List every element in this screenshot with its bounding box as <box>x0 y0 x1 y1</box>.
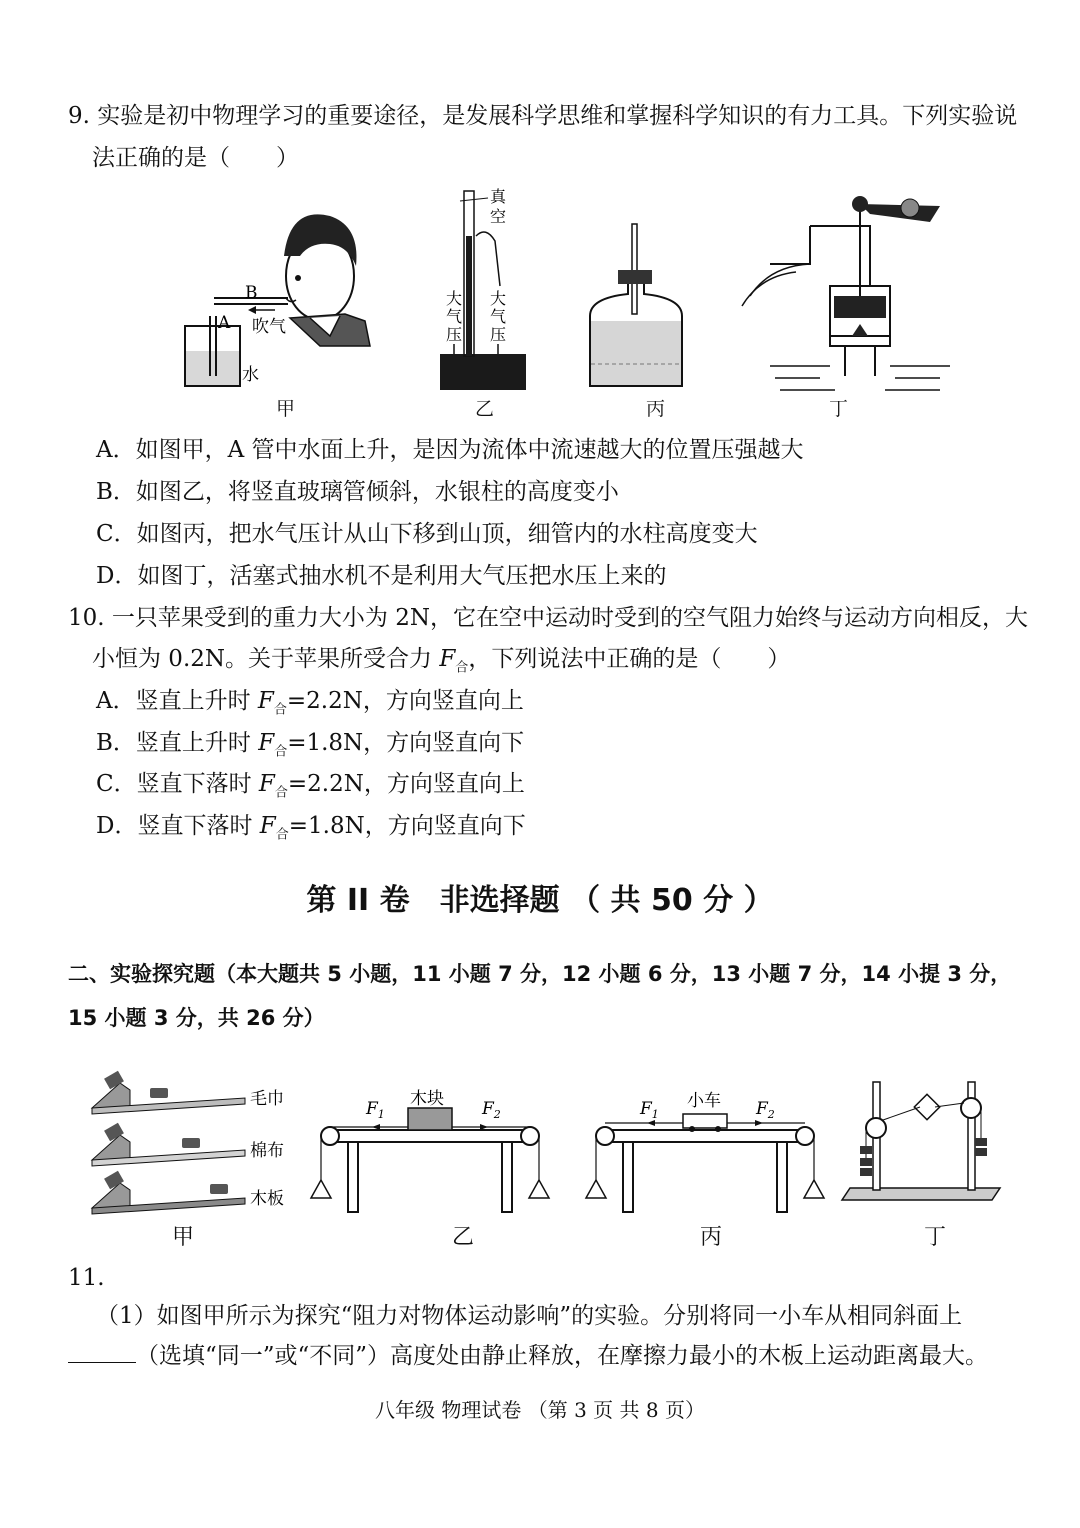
q9-stem-line1: 9. 实验是初中物理学习的重要途径，是发展科学思维和掌握科学知识的有力工具。下列实验说 <box>68 103 1018 129</box>
q11-caption-jia: 甲 <box>172 1225 195 1250</box>
label-atm-right-1: 大 <box>490 289 507 308</box>
fig-ding-pump <box>742 196 950 390</box>
q10-option-a: A．竖直上升时 $F_合=2.2N$，方向竖直向上 <box>96 688 524 718</box>
q9-caption-yi: 乙 <box>475 398 495 420</box>
q11-part1-line2: （选填“同一”或“不同”）高度处由静止释放，在摩擦力最小的木板上运动距离最大。 <box>68 1340 988 1372</box>
q9-caption-bing: 丙 <box>646 398 666 420</box>
q10-option-b: B．竖直上升时 $F_合=1.8N$，方向竖直向下 <box>96 730 525 760</box>
bing-f2-label: $F_2$ <box>756 1099 775 1121</box>
q10-option-d: D．竖直下落时 $F_合=1.8N$，方向竖直向下 <box>96 813 526 843</box>
fig2-bing-cart <box>586 1091 824 1212</box>
q11-caption-ding: 丁 <box>924 1225 947 1250</box>
yi-f2-label: $F_2$ <box>482 1099 501 1121</box>
section2-title: 第 II 卷 非选择题 （ 共 50 分 ） <box>306 883 774 918</box>
bing-f1-label: $F_1$ <box>640 1099 659 1121</box>
cart-label: 小车 <box>687 1091 721 1111</box>
label-water: 水 <box>242 365 259 385</box>
q9-option-a: A．如图甲，A 管中水面上升，是因为流体中流速越大的位置压强越大 <box>96 437 804 463</box>
label-vacuum-2: 空 <box>490 207 507 226</box>
label-b: B <box>245 283 258 303</box>
label-atm-left-1: 大 <box>446 289 463 308</box>
q10-stem-line2: 小恒为 0.2N。关于苹果所受合力 $F_合$，下列说法中正确的是（ ） <box>92 646 791 676</box>
q9-caption-jia: 甲 <box>276 398 296 420</box>
surface-cotton: 棉布 <box>250 1141 284 1161</box>
q9-option-b: B．如图乙，将竖直玻璃管倾斜，水银柱的高度变小 <box>96 479 619 505</box>
q9-caption-ding: 丁 <box>829 398 849 420</box>
q11-caption-yi: 乙 <box>452 1225 475 1250</box>
section2-subtitle-line2: 15 小题 3 分，共 26 分） <box>68 1006 325 1030</box>
label-a: A <box>218 313 231 333</box>
q10-option-c: C．竖直下落时 $F_合=2.2N$，方向竖直向上 <box>96 771 525 801</box>
answer-blank[interactable] <box>68 1342 136 1363</box>
q11-figure <box>80 1068 1020 1218</box>
label-blow: 吹气 <box>252 317 286 337</box>
yi-f1-label: $F_1$ <box>366 1099 385 1121</box>
q9-option-c: C．如图丙，把水气压计从山下移到山顶，细管内的水柱高度变大 <box>96 521 758 547</box>
q11-caption-bing: 丙 <box>700 1225 723 1250</box>
q10-stem-line1: 10. 一只苹果受到的重力大小为 2N，它在空中运动时受到的空气阻力始终与运动方向相反，大 <box>68 605 1028 631</box>
label-atm-left-2: 气 <box>446 307 463 326</box>
q9-stem-line2: 法正确的是（ ） <box>92 145 299 171</box>
fig-yi-torricelli <box>440 187 526 390</box>
page-footer: 八年级 物理试卷 （第 3 页 共 8 页） <box>375 1398 705 1422</box>
section2-subtitle-line1: 二、实验探究题（本大题共 5 小题，11 小题 7 分，12 小题 6 分，13 小题 7 分，14 小提 3 分， <box>68 962 1012 986</box>
label-atm-left-3: 压 <box>446 325 463 344</box>
block-label: 木块 <box>410 1089 444 1109</box>
q11-number: 11. <box>68 1265 105 1291</box>
label-vacuum-1: 真 <box>490 187 507 206</box>
label-atm-right-2: 气 <box>490 307 507 326</box>
fig2-jia-ramps <box>92 1071 284 1214</box>
label-atm-right-3: 压 <box>490 325 507 344</box>
fig2-yi-block <box>311 1089 549 1212</box>
surface-towel: 毛巾 <box>250 1089 284 1109</box>
q11-part1-line1: （1）如图甲所示为探究“阻力对物体运动影响”的实验。分别将同一小车从相同斜面上 <box>96 1303 963 1329</box>
fig2-ding-card <box>842 1082 1000 1200</box>
fig-jia-boy-blowing <box>185 214 370 386</box>
q9-option-d: D．如图丁，活塞式抽水机不是利用大气压把水压上来的 <box>96 563 667 589</box>
surface-board: 木板 <box>250 1189 284 1209</box>
q9-figure <box>170 186 950 426</box>
fig-bing-bottle <box>590 224 682 386</box>
